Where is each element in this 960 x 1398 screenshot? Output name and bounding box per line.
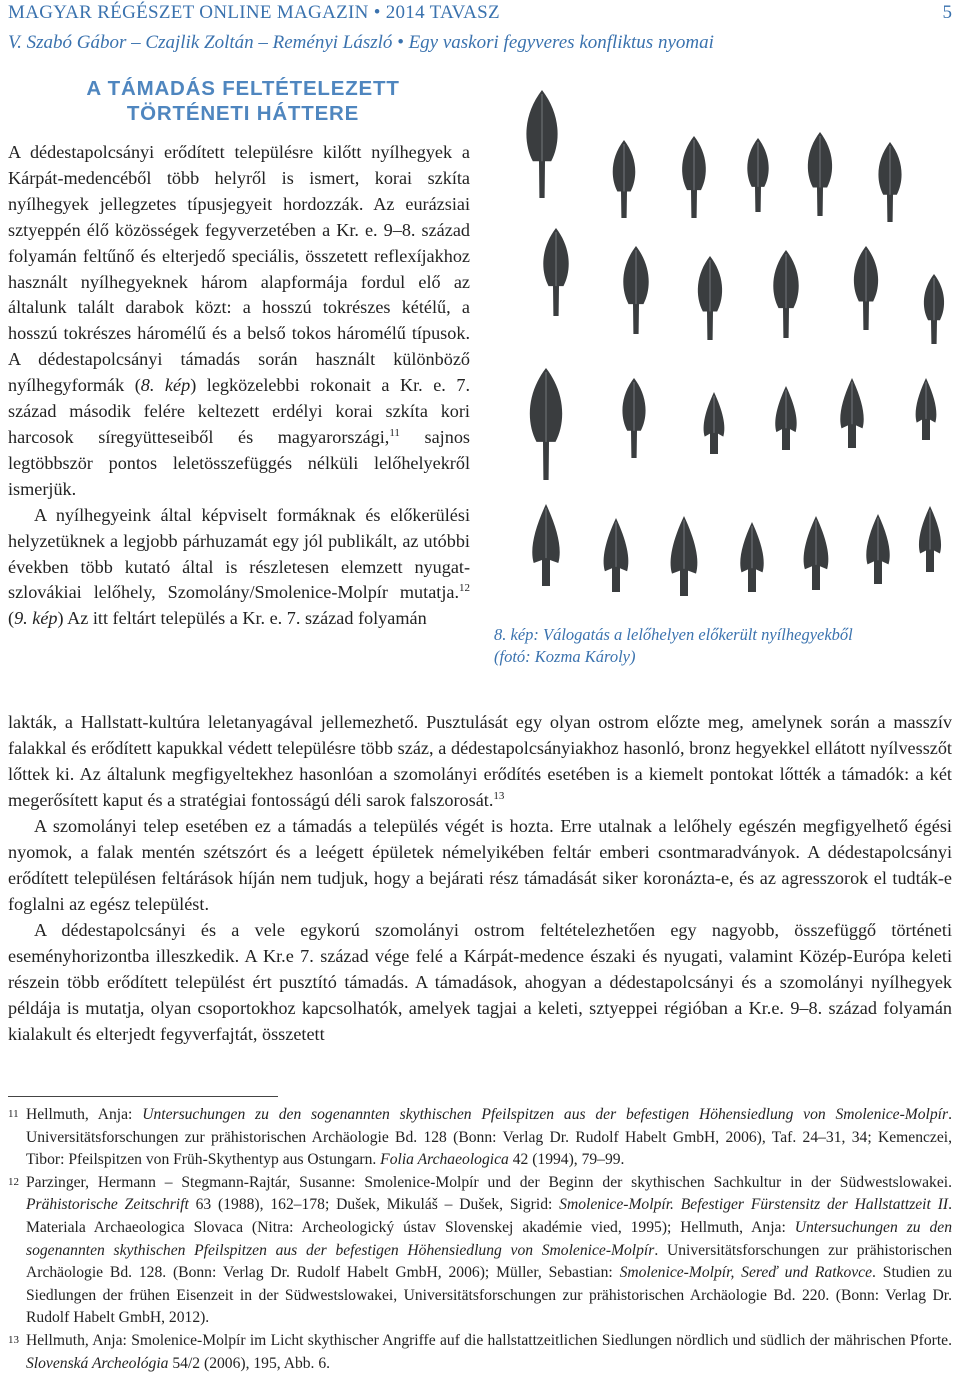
arrowhead-shape bbox=[866, 514, 889, 584]
footnote-number: 12 bbox=[8, 1175, 19, 1188]
footnote-ref: 12 bbox=[459, 582, 470, 595]
arrowhead-shape bbox=[916, 378, 937, 440]
arrowhead-shape bbox=[878, 142, 901, 222]
arrowhead-shape bbox=[740, 522, 763, 592]
footnote-12: 12 Parzinger, Hermann – Stegmann-Rajtár, Susanne: Smolenice-Molpír und der Beginn der skythischen Sachkultur in der Südwestslowakei. Prähistorische Zeitschrift 63 (1988), 162–178; Dušek, Mikuláš – Dušek, Sigrid: Smolenice-Molpír. Befestiger Fürstensitz der Hallstattzeit II. Materiala Archaeologica Slovaca (Nitra: Archeologický ústav Slovenskej akadémie vied, 1995); Hellmuth, Anja: Untersuchungen zu den sogenannten skythischen Pfeilspitzen aus der befestigen Höhensiedlung von Smolenice-Molpír. Universitätsforschungen zur prähistorischen Archäologie Bd. 128. (Bonn: Verlag Dr. Rudolf Habelt GmbH, 2006); Müller, Sebastian: Smolenice-Molpír, Sereď und Ratkovce. Studien zu Siedlungen der frühen Eisenzeit in der Südwestslowakei, Universitätsforschungen zur prähistorischen Archäologie Bd. 220. (Bonn: Verlag Dr. Rudolf Habelt GmbH, 2012). bbox=[8, 1172, 952, 1330]
section-title-line1: A TÁMADÁS FELTÉTELEZETT bbox=[86, 77, 400, 100]
arrowhead-shape bbox=[773, 250, 798, 338]
magazine-title: MAGYAR RÉGÉSZET ONLINE MAGAZIN • 2014 TAVASZ bbox=[8, 2, 500, 23]
arrowhead-shape bbox=[919, 506, 941, 572]
footnote-number: 11 bbox=[8, 1108, 19, 1120]
arrowhead-shape bbox=[808, 132, 832, 216]
arrowhead-shape bbox=[682, 136, 706, 218]
footnote-ref: 11 bbox=[389, 426, 400, 439]
paragraph-3: A szomolányi telep esetében ez a támadás a település végét is hozta. Erre utalnak a lelőhely egészén megfigyelhető égési nyomok, a falak mentén szétszórt és a leégett épületek némelyikében feltár emberi csontmaradványok. A dédestapolcsányi erődített településen feltárások híján nem tudjuk, hogy a bejárati rész támadását siker koronázta-e, és az agresszorok el tudták-e foglalni az egész települést. bbox=[8, 816, 952, 914]
footnote-number: 13 bbox=[8, 1333, 19, 1346]
arrowhead-shape bbox=[775, 386, 796, 450]
arrowhead-shape bbox=[623, 246, 648, 334]
section-title bbox=[8, 76, 478, 126]
caption-line-2: (fotó: Kozma Károly) bbox=[494, 647, 636, 666]
figure-ref: 8. kép bbox=[140, 375, 191, 396]
section-title-line2: TÖRTÉNETI HÁTTERE bbox=[126, 102, 360, 125]
full-width-text bbox=[8, 709, 952, 1047]
paragraph-2-continued: lakták, a Hallstatt-kultúra leletanyagával jellemezhető. Pusztulását egy olyan ostrom előzte meg, amelynek során a masszív falakkal és erődített kapukkal védett településre több száz, a dédestapolcsányiakhoz hasonló, bronz hegyekkel ellátott nyílvesszőt lőttek ki. Az általunk megfigyeltekhez hasonlóan a szomolányi erődítés esetében is a kiemelt pontokat lőtték a támadók: a két megerősített kaput és a stratégiai fontosságú déli sarok falszorosát.$^{13}$ bbox=[8, 712, 952, 810]
footnote-ref: 13 bbox=[493, 789, 505, 802]
arrowhead-shape bbox=[698, 256, 722, 340]
arrowhead-shape bbox=[671, 516, 698, 596]
footnote-divider bbox=[8, 1096, 278, 1097]
figure-caption bbox=[494, 624, 934, 668]
arrowhead-shape bbox=[854, 246, 878, 330]
arrowhead-shape bbox=[924, 274, 944, 344]
paragraph-1: A dédestapolcsányi erődített településre kilőtt nyílhegyek a Kárpát-medencéből több helyről is ismert, korai szkíta nyílhegyek jellegzetes típusjegyeit hordozzák. Az eurázsiai sztyeppén élő közösségek fegyverzetében a Kr. e. 9–8. század folyamán feltűnő és elterjedő speciális, összetett reflexíjakhoz használt nyílhegyeknek három alapformája fordul elő az általunk talált darabok közt: a hosszú tokrészes kétélű, a hosszú tokrészes háromélű és a belső tokos háromélű típusok. A dédestapolcsányi támadás során használt különböző nyílhegyformák (8. kép) legközelebbi rokonait a Kr. e. 7. század második felére keltezett erdélyi korai szkíta kori harcosok síregyütteseiből és magyarországi,$^{11}$ sajnos legtöbbször pontos leletösszefüggés nélküli lelőhelyekről ismerjük. bbox=[8, 142, 471, 499]
arrowhead-shape bbox=[543, 228, 568, 316]
left-column-text bbox=[8, 140, 470, 632]
page-number: 5 bbox=[942, 2, 952, 23]
article-subtitle: V. Szabó Gábor – Czajlik Zoltán – Reményi László • Egy vaskori fegyveres konfliktus nyomai bbox=[8, 32, 714, 53]
arrowhead-photo bbox=[486, 78, 960, 618]
footnote-11: 11 Hellmuth, Anja: Untersuchungen zu den sogenannten skythischen Pfeilspitzen aus der befestigen Höhensiedlung von Smolenice-Molpír. Universitätsforschungen zur prähistorischen Archäologie Bd. 128 (Bonn: Verlag Dr. Rudolf Habelt GmbH, 2006), Taf. 24–31, 34; Kemenczei, Tibor: Pfeilspitzen von Früh-Skythentyp aus Ostungarn. Folia Archaeologica 42 (1994), 79–99. bbox=[8, 1104, 952, 1172]
figure-ref: 9. kép bbox=[14, 608, 58, 629]
arrowhead-shape bbox=[747, 138, 768, 212]
arrowhead-image bbox=[486, 78, 960, 618]
arrowhead-shape bbox=[622, 378, 645, 458]
paragraph-4: A dédestapolcsányi és a vele egykorú szomolányi ostrom feltételezhetően egy nagyobb, összefüggő történeti eseményhorizontba illeszkedik. A Kr.e 7. század vége felé a Kárpát-medence északi és nyugati, valamint Közép-Európa keleti részein több erődített települést ért pusztító támadás. A támadások, ahogyan a dédestapolcsányi és a szomolányi nyílhegyek példája is mutatja, olyan csoportokhoz kapcsolhatók, amelyek tagjai a keleti, sztyeppei régióban a Kr.e. 9–8. század folyamán kialakult és elterjedt fegyverfajtát, összetett bbox=[8, 920, 952, 1044]
footnote-13: 13 Hellmuth, Anja: Smolenice-Molpír im Licht skythischer Angriffe auf die hallstattzeitlichen Siedlungen nördlich und südlich der mährischen Pforte. Slovenská Archeológia 54/2 (2006), 195, Abb. 6. bbox=[8, 1330, 952, 1375]
arrowhead-shape bbox=[840, 378, 863, 448]
caption-line-1: 8. kép: Válogatás a lelőhelyen előkerült nyílhegyekből bbox=[494, 625, 853, 644]
footnotes bbox=[8, 1104, 952, 1375]
arrowhead-shape bbox=[704, 392, 725, 454]
arrowhead-shape bbox=[526, 90, 557, 198]
arrowhead-shape bbox=[530, 368, 562, 480]
arrowhead-shape bbox=[532, 504, 559, 586]
paragraph-2: A nyílhegyeink által képviselt formáknak és előkerülési helyzetüknek a legjobb párhuzamát egy jól publikált, az utóbbi években több kutató által is részletesen elemzett nyugat-szlovákiai lelőhely, Szomolány/Smolenice-Molpír mutatja.$^{12}$ (9. kép) Az itt feltárt település a Kr. e. 7. század folyamán bbox=[8, 504, 470, 629]
arrowhead-shape bbox=[613, 140, 636, 218]
arrowhead-shape bbox=[804, 516, 829, 590]
arrowhead-shape bbox=[604, 518, 629, 592]
